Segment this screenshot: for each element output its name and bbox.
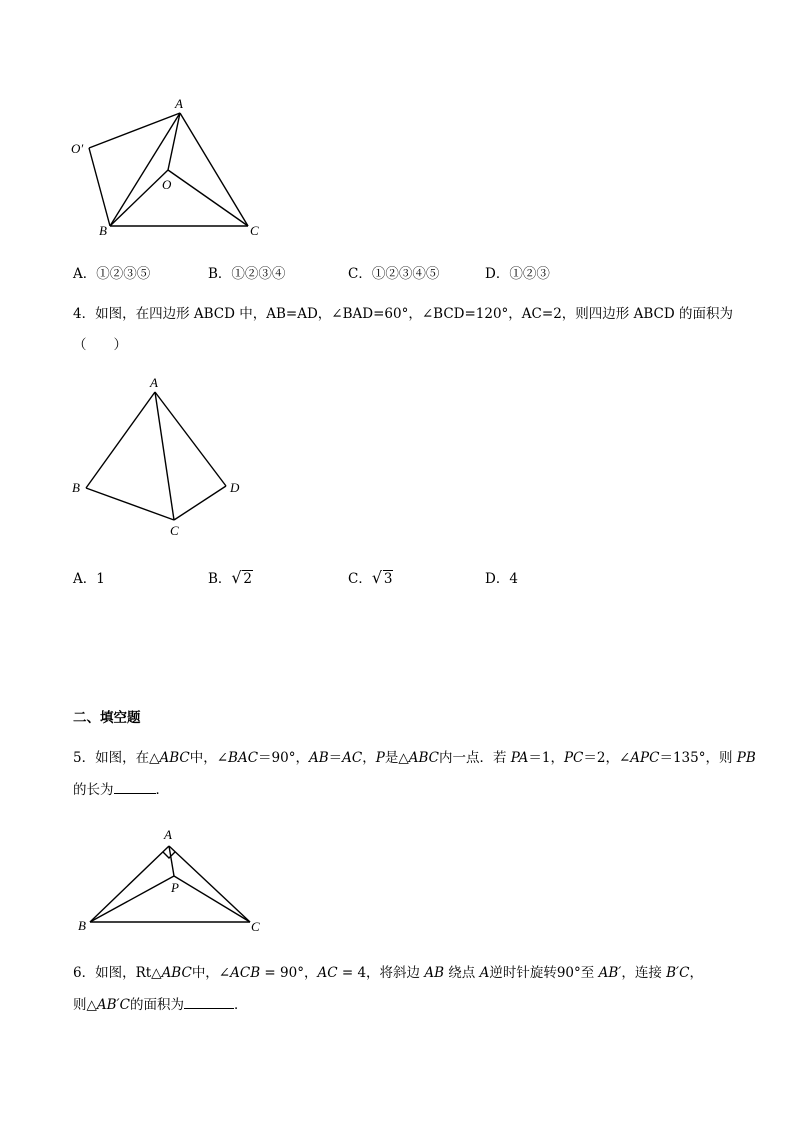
text: ． — [233, 997, 248, 1013]
q3-option-c[interactable] — [348, 262, 439, 282]
text: ． — [155, 782, 169, 798]
math: ABC — [408, 750, 439, 766]
segment-AB — [110, 113, 180, 226]
label-O-prime: O′ — [71, 141, 84, 156]
label-C: C — [251, 919, 260, 934]
option-letter: B． — [208, 571, 232, 587]
q4-stem-line1: 4．如图，在四边形 ABCD 中，AB=AD，∠BAD=60°，∠BCD=120°，AC=2，则四边形 ABCD 的面积为 — [73, 306, 733, 322]
math: A — [479, 965, 490, 981]
math: PC — [563, 750, 584, 766]
q5-stem-line2 — [73, 781, 169, 799]
math: AB — [424, 965, 444, 981]
segment-CD — [174, 486, 226, 520]
label-B: B — [99, 223, 107, 238]
math: AC — [317, 965, 338, 981]
math: BAC — [228, 750, 259, 766]
math: AB′C — [96, 997, 130, 1013]
sqrt-expression: √ 2 — [231, 568, 253, 587]
segment-AC — [155, 392, 174, 520]
label-A: A — [175, 96, 183, 111]
q4-option-a[interactable] — [73, 567, 105, 587]
answer-blank[interactable] — [114, 781, 156, 794]
option-letter: D． — [485, 571, 510, 587]
option-text: ①②③⑤ — [96, 266, 151, 282]
math: ACB — [230, 965, 261, 981]
sqrt-expression: √ 3 — [371, 568, 393, 587]
option-letter: C． — [348, 266, 372, 282]
option-letter: A． — [73, 266, 97, 282]
text: ＝2，∠ — [583, 750, 631, 766]
text: = 90°， — [260, 965, 318, 981]
text: ＝135°，则 — [659, 750, 737, 766]
q4-option-c[interactable] — [348, 567, 393, 587]
label-P: P — [171, 880, 179, 895]
segment-AB — [86, 392, 155, 488]
figure-q4 — [60, 370, 260, 545]
option-text: 2 — [243, 571, 253, 587]
segment-PC — [174, 876, 250, 922]
math: B′C — [666, 965, 690, 981]
q5-stem-line1 — [73, 749, 756, 767]
text: ， — [362, 750, 376, 766]
figure-q5 — [70, 822, 270, 937]
text: ，连接 — [621, 965, 667, 981]
q6-stem-line2 — [73, 996, 247, 1014]
segment-AB — [90, 846, 169, 922]
label-C: C — [250, 223, 259, 238]
option-text: ①②③④ — [231, 266, 286, 282]
label-A: A — [164, 827, 172, 842]
option-text: 1 — [96, 571, 105, 587]
text: 内一点．若 — [438, 750, 511, 766]
label-B: B — [78, 918, 86, 933]
q3-option-b[interactable] — [208, 262, 285, 282]
math: APC — [630, 750, 660, 766]
segment-O'B — [89, 148, 110, 226]
text: ＝1， — [528, 750, 564, 766]
label-B: B — [72, 480, 80, 495]
option-text: 3 — [383, 571, 393, 587]
section-heading: 二、填空题 — [73, 710, 141, 726]
text: 5．如图，在△ — [73, 750, 160, 766]
text: 的长为 — [73, 782, 114, 798]
q6-stem-line1 — [73, 964, 703, 982]
q4-option-d[interactable] — [485, 567, 518, 587]
q4-option-b[interactable] — [208, 567, 253, 587]
option-letter: B． — [208, 266, 232, 282]
label-O: O — [162, 177, 172, 192]
math: PB — [736, 750, 756, 766]
text: 绕点 — [444, 965, 480, 981]
label-D: D — [230, 480, 240, 495]
option-text: ①②③ — [509, 266, 550, 282]
text: ， — [689, 965, 703, 981]
label-C: C — [170, 523, 179, 538]
math: PA — [510, 750, 529, 766]
option-text: ①②③④⑤ — [371, 266, 440, 282]
segment-O'A — [89, 113, 180, 148]
segment-PB — [90, 876, 174, 922]
text: 6．如图，Rt△ — [73, 965, 162, 981]
segment-AD — [155, 392, 226, 486]
q4-stem-line2: （ ） — [73, 337, 127, 353]
option-letter: A． — [73, 571, 97, 587]
text: ＝90°， — [258, 750, 309, 766]
math: AB′ — [598, 965, 622, 981]
text: 逆时针旋转90°至 — [489, 965, 599, 981]
math: ABC — [161, 965, 192, 981]
answer-blank[interactable] — [184, 996, 234, 1009]
text: 则△ — [73, 997, 97, 1013]
segment-AC — [180, 113, 248, 226]
math: AB — [308, 750, 329, 766]
segment-OC — [168, 170, 248, 226]
text: 中，∠ — [189, 750, 229, 766]
text: = 4，将斜边 — [337, 965, 425, 981]
label-A: A — [150, 375, 158, 390]
q3-option-a[interactable] — [73, 262, 150, 282]
option-letter: D． — [485, 266, 510, 282]
segment-AC — [169, 846, 250, 922]
math: P — [375, 750, 385, 766]
right-angle-mark — [163, 852, 175, 858]
segment-BC — [86, 488, 174, 520]
text: 的面积为 — [129, 997, 184, 1013]
text: ＝ — [328, 750, 343, 766]
option-text: 4 — [509, 571, 518, 587]
figure-q3 — [60, 92, 280, 242]
math: ABC — [159, 750, 190, 766]
q3-option-d[interactable] — [485, 262, 550, 282]
option-letter: C． — [348, 571, 372, 587]
text: 中，∠ — [191, 965, 231, 981]
math: AC — [342, 750, 363, 766]
text: 是△ — [384, 750, 409, 766]
